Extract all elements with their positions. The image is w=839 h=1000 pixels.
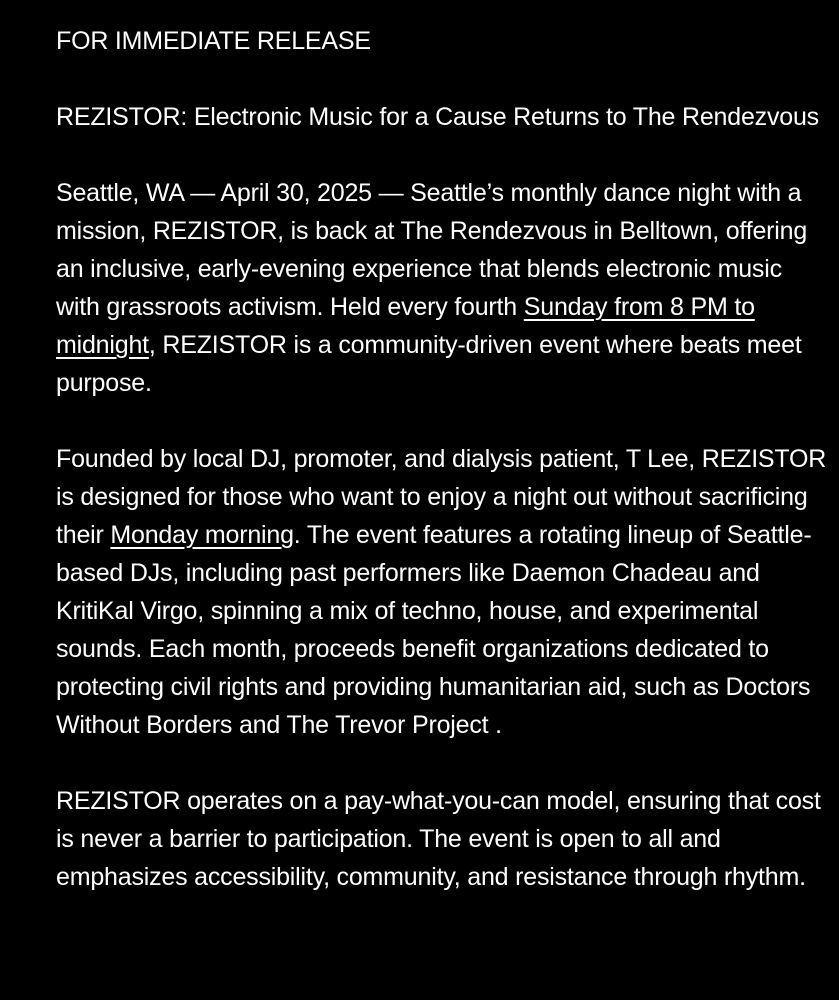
paragraph-intro bbox=[56, 174, 828, 402]
paragraph-pricing: REZISTOR operates on a pay-what-you-can model, ensuring that cost is never a barrier to participation. The event is open to all and emphasizes accessibility, community, and resistance through rhythm. bbox=[56, 787, 821, 891]
press-release-body bbox=[56, 22, 828, 934]
event-time-link[interactable]: Sunday from 8 PM to midnight bbox=[56, 293, 755, 359]
paragraph-founder-text-start: Founded by local DJ, promoter, and dialysis patient, T Lee, REZISTOR is designed for those who want to enjoy a night out without sacrificing their bbox=[56, 445, 827, 549]
paragraph-intro-text-start: Seattle, WA — April 30, 2025 — Seattle’s monthly dance night with a mission, REZISTOR, is back at The Rendezvous in Belltown, offering an inclusive, early-evening experience that blends electronic music with grassroots activism. Held every fourth bbox=[56, 179, 808, 321]
headline: REZISTOR: Electronic Music for a Cause Returns to The Rendezvous bbox=[56, 103, 819, 131]
release-label: FOR IMMEDIATE RELEASE bbox=[56, 27, 371, 55]
paragraph-intro-text-end: , REZISTOR is a community-driven event where beats meet purpose. bbox=[56, 331, 802, 397]
paragraph-founder-text-end: . The event features a rotating lineup of Seattle-based DJs, including past performers like Daemon Chadeau and KritiKal Virgo, spinning a mix of techno, house, and experimental sounds. Each month, proceeds benefit organizations dedicated to protecting civil rights and providing humanitarian aid, such as Doctors Without Borders and The Trevor Project . bbox=[56, 521, 812, 739]
paragraph-founder bbox=[56, 440, 828, 744]
monday-morning-link[interactable]: Monday morning bbox=[110, 521, 294, 549]
